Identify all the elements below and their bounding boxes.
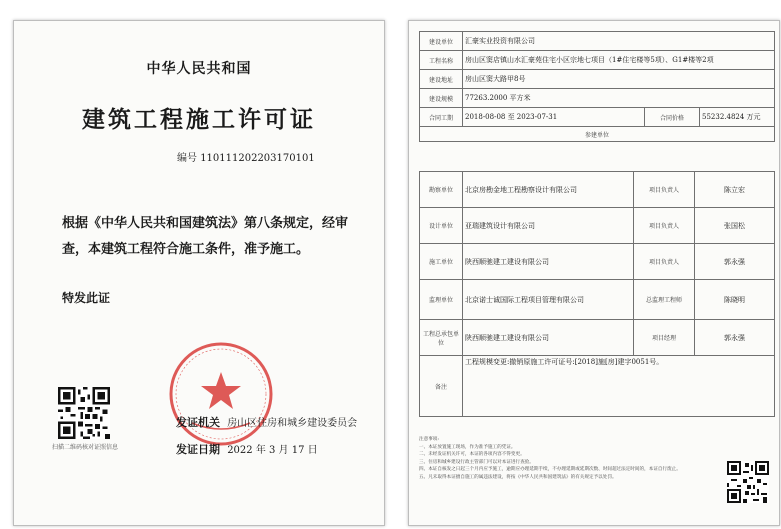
participant-company: 北京诺士诚国际工程项目管理有限公司 bbox=[463, 280, 634, 320]
table-row bbox=[420, 172, 775, 208]
contract-period-label: 合同工期 bbox=[420, 108, 463, 127]
info-value: 77263.2000 平方米 bbox=[463, 89, 775, 108]
issue-date-value: 2022 年 3 月 17 日 bbox=[227, 445, 318, 456]
contract-period-value: 2018-08-08 至 2023-07-31 bbox=[463, 108, 645, 127]
participants-table bbox=[419, 171, 775, 417]
participant-role: 监理单位 bbox=[420, 280, 463, 320]
certificate-number-label: 编号 bbox=[177, 153, 197, 164]
fine-print-line: 三、住房和城乡建设行政主管部门可以对本证进行查验。 bbox=[419, 459, 534, 465]
fine-print-line: 四、本证自核发之日起三个月内应予施工，逾期应办理延期手续，不办理延期或延期次数、时间超过法定时间的，本证自行废止。 bbox=[419, 467, 681, 473]
table-row bbox=[420, 70, 775, 89]
participants-header: 参建单位 bbox=[420, 127, 775, 142]
certificate-title: 建筑工程施工许可证 bbox=[82, 106, 316, 133]
table-row bbox=[420, 32, 775, 51]
table-row bbox=[420, 127, 775, 142]
participant-person-role: 项目负责人 bbox=[634, 244, 695, 280]
issue-date-label: 发证日期 bbox=[176, 443, 220, 456]
qr-code-icon bbox=[727, 461, 769, 503]
info-value: 汇豪实业投资有限公司 bbox=[463, 32, 775, 51]
qr-code-icon bbox=[58, 387, 110, 439]
issuing-authority bbox=[176, 414, 357, 430]
official-seal-icon bbox=[166, 339, 276, 449]
certificate-number-value: 110111202203170101 bbox=[200, 153, 315, 164]
participant-role: 施工单位 bbox=[420, 244, 463, 280]
info-value: 房山区窦店镇山水汇豪苑住宅小区宗地七项目（1#住宅楼等5项）、G1#楼等2项 bbox=[463, 51, 775, 70]
certificate-front-page bbox=[13, 20, 385, 526]
participant-company: 陕西顺驰建工建设有限公司 bbox=[463, 244, 634, 280]
contract-price-value: 55232.4824 万元 bbox=[700, 108, 775, 127]
fine-print bbox=[419, 436, 719, 482]
participant-person: 郭永强 bbox=[695, 244, 775, 280]
certificate-detail-page bbox=[408, 20, 780, 526]
issue-date bbox=[176, 441, 318, 457]
issuing-authority-value: 房山区住房和城乡建设委员会 bbox=[227, 418, 358, 429]
notes-text: 工程规模变更:撤销原施工许可证号:[2018]施[房]建字0051号。 bbox=[463, 356, 775, 417]
participant-company: 亚瑞建筑设计有限公司 bbox=[463, 208, 634, 244]
table-row bbox=[420, 320, 775, 356]
table-row bbox=[420, 89, 775, 108]
participant-person-role: 项目负责人 bbox=[634, 172, 695, 208]
notes-label: 备注 bbox=[420, 356, 463, 417]
certificate-number bbox=[177, 149, 315, 164]
participant-person: 郭永强 bbox=[695, 320, 775, 356]
fine-print-line: 注意事项: bbox=[419, 437, 439, 442]
participant-person-role: 总监理工程师 bbox=[634, 280, 695, 320]
fine-print-line: 五、凡未取得本证擅自施工的属违法建设，将按《中华人民共和国建筑法》的有关规定予以处罚。 bbox=[419, 474, 617, 480]
contract-price-label: 合同价格 bbox=[645, 108, 700, 127]
participant-person-role: 项目经理 bbox=[634, 320, 695, 356]
table-row bbox=[420, 356, 775, 417]
fine-print-line: 一、本证放置施工现场，作为准予施工的凭证。 bbox=[419, 444, 516, 450]
table-row bbox=[420, 280, 775, 320]
qr-caption: 扫描二维码核对证照信息 bbox=[52, 444, 119, 451]
table-row bbox=[420, 108, 775, 127]
participant-company: 陕西顺驰建工建设有限公司 bbox=[463, 320, 634, 356]
participant-company: 北京房勘金地工程勘察设计有限公司 bbox=[463, 172, 634, 208]
country-name: 中华人民共和国 bbox=[146, 61, 252, 77]
info-label: 工程名称 bbox=[420, 51, 463, 70]
participant-role: 设计单位 bbox=[420, 208, 463, 244]
certificate-body-text: 根据《中华人民共和国建筑法》第八条规定，经审查，本建筑工程符合施工条件，准予施工。 bbox=[62, 216, 349, 257]
participant-person: 张国松 bbox=[695, 208, 775, 244]
info-label: 建设地址 bbox=[420, 70, 463, 89]
special-issue-text: 特发此证 bbox=[62, 291, 111, 305]
participant-role: 勘察单位 bbox=[420, 172, 463, 208]
participant-person-role: 项目负责人 bbox=[634, 208, 695, 244]
issuing-authority-label: 发证机关 bbox=[176, 416, 220, 429]
participant-person: 陈立宏 bbox=[695, 172, 775, 208]
project-info-table bbox=[419, 31, 775, 142]
info-value: 房山区窦大路甲8号 bbox=[463, 70, 775, 89]
fine-print-line: 二、未经发证机关许可，本证的各项内容不得变更。 bbox=[419, 452, 525, 458]
participant-role: 工程总承包单位 bbox=[420, 320, 463, 356]
info-label: 建设规模 bbox=[420, 89, 463, 108]
table-row bbox=[420, 51, 775, 70]
table-row bbox=[420, 208, 775, 244]
info-label: 建设单位 bbox=[420, 32, 463, 51]
participant-person: 陈晓明 bbox=[695, 280, 775, 320]
table-row bbox=[420, 244, 775, 280]
